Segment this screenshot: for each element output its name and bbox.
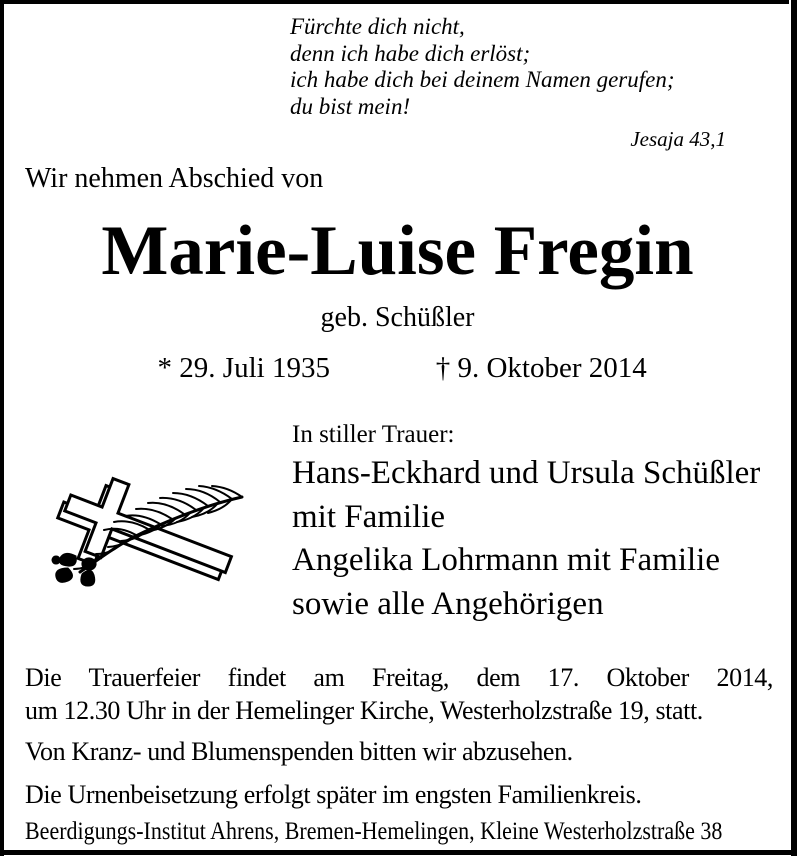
- mourner-line: mit Familie: [292, 498, 446, 535]
- mourner-line: Angelika Lohrmann mit Familie: [292, 542, 721, 578]
- burial-note: Die Urnenbeisetzung erfolgt später im engsten Familienkreis.: [25, 780, 642, 809]
- deceased-name: Marie-Luise Fregin: [101, 212, 694, 290]
- quote-line: ich habe dich bei deinem Namen gerufen;: [290, 67, 675, 92]
- service-info: [25, 661, 773, 727]
- scan-border-right: [791, 0, 797, 856]
- bible-quote: [290, 14, 726, 153]
- cross-with-palm-frond-icon: [46, 470, 250, 588]
- death-date: † 9. Oktober 2014: [435, 352, 647, 384]
- mourners-heading: In stiller Trauer:: [292, 421, 455, 448]
- quote-line: denn ich habe dich erlöst;: [290, 40, 531, 66]
- birth-date: * 29. Juli 1935: [157, 352, 330, 384]
- life-dates: [95, 352, 690, 384]
- scan-border-left: [0, 2, 4, 856]
- maiden-name: geb. Schüßler: [320, 302, 475, 333]
- quote-source: Jesaja 43,1: [630, 127, 726, 151]
- funeral-home-line: Beerdigungs-Institut Ahrens, Bremen-Hemelingen, Kleine Westerholzstraße 38: [25, 818, 723, 845]
- quote-line: Fürchte dich nicht,: [290, 14, 465, 39]
- service-line: Die Trauerfeier findet am Freitag, dem 17. Oktober 2014,: [25, 663, 773, 692]
- mourner-line: Hans-Eckhard und Ursula Schüßler: [292, 455, 761, 491]
- service-line: um 12.30 Uhr in der Hemelinger Kirche, Westerholzstraße 19, statt.: [25, 696, 703, 725]
- donations-note: Von Kranz- und Blumenspenden bitten wir abzusehen.: [25, 737, 573, 766]
- scan-border-bottom: [0, 850, 797, 855]
- quote-line: du bist mein!: [290, 93, 411, 119]
- farewell-intro: Wir nehmen Abschied von: [25, 163, 324, 194]
- mourner-line: sowie alle Angehörigen: [292, 585, 604, 622]
- mourners-list: [292, 452, 760, 626]
- scan-border-top: [0, 0, 789, 4]
